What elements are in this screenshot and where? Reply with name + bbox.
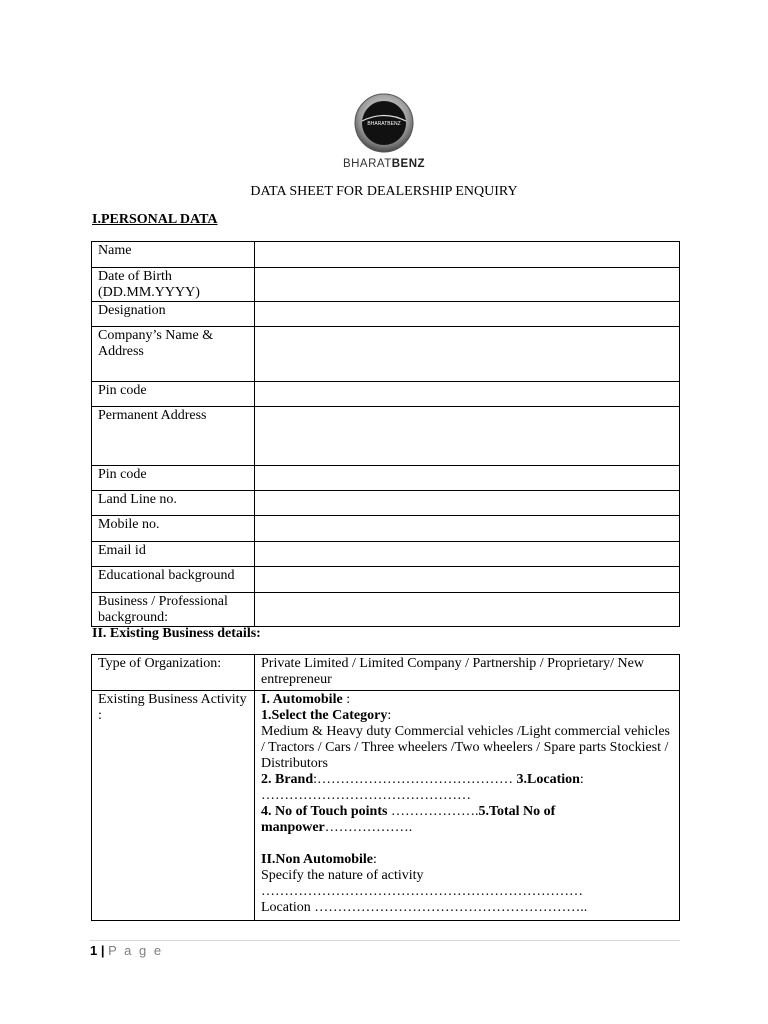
nature-fill[interactable]: ……………………………………………………………: [261, 884, 583, 899]
field-label-landline: Land Line no.: [92, 491, 255, 516]
location-fill[interactable]: ………………………………………: [261, 788, 471, 803]
page-number: 1: [90, 943, 98, 958]
business-details-heading: II. Existing Business details:: [92, 626, 261, 641]
category-options[interactable]: Medium & Heavy duty Commercial vehicles /Light commercial vehicles / Tractors / Cars / Three wheelers /Two wheelers / Spare parts Stockiest / Distributors: [261, 724, 670, 771]
field-label-name: Name: [92, 242, 255, 268]
field-value-pincode-2[interactable]: [255, 466, 680, 491]
field-label-designation: Designation: [92, 302, 255, 327]
business-details-table: [91, 654, 680, 921]
svg-text:BHARATBENZ: BHARATBENZ: [367, 121, 401, 127]
field-label-pincode: Pin code: [92, 382, 255, 407]
field-label-business-background: Business / Professional background:: [92, 593, 255, 627]
field-label-permanent-address: Permanent Address: [92, 407, 255, 466]
field-label-dob: Date of Birth (DD.MM.YYYY): [92, 268, 255, 302]
field-label-pincode-2: Pin code: [92, 466, 255, 491]
field-value-mobile[interactable]: [255, 516, 680, 542]
field-value-pincode[interactable]: [255, 382, 680, 407]
field-value-company[interactable]: [255, 327, 680, 382]
field-value-permanent-address[interactable]: [255, 407, 680, 466]
personal-data-heading: I.PERSONAL DATA: [92, 212, 218, 227]
org-type-label: Type of Organization:: [92, 655, 255, 691]
field-value-designation[interactable]: [255, 302, 680, 327]
field-label-email: Email id: [92, 542, 255, 567]
non-automobile-heading: II.Non Automobile: [261, 852, 374, 867]
bharatbenz-emblem-icon: [352, 92, 416, 154]
manpower-fill[interactable]: ……………….: [324, 820, 413, 835]
automobile-heading: I. Automobile: [261, 692, 343, 707]
field-value-name[interactable]: [255, 242, 680, 268]
manpower-label: 5.Total No of manpower: [261, 804, 556, 835]
personal-data-table: [91, 241, 680, 627]
bharatbenz-logo: [324, 92, 444, 176]
field-label-company: Company’s Name & Address: [92, 327, 255, 382]
org-type-value[interactable]: Private Limited / Limited Company / Partnership / Proprietary/ New entrepreneur: [255, 655, 680, 691]
document-title: DATA SHEET FOR DEALERSHIP ENQUIRY: [250, 184, 518, 199]
field-label-mobile: Mobile no.: [92, 516, 255, 542]
field-label-education: Educational background: [92, 567, 255, 593]
field-value-business-background[interactable]: [255, 593, 680, 627]
activity-value[interactable]: I. Automobile : 1.Select the Category: Medium & Heavy duty Commercial vehicles /Light commercial vehicles / Tractors / Cars / Three wheelers /Two wheelers / Spare parts Stockiest / Distributors 2. Brand:…………………………………… 3.Location: ……………………………………… 4. No of Touch points ……………….5.Total No of manpower………………. II.Non Automobile: Specify the nature of activity …………………………………………………………… Location …………………………………………………..: [255, 691, 680, 921]
touch-points-fill[interactable]: ……………….: [387, 804, 479, 819]
activity-label: Existing Business Activity :: [92, 691, 255, 921]
footer-divider: [90, 940, 680, 941]
page-footer: 1 | P a g e: [90, 943, 164, 958]
page-word: P a g e: [108, 943, 164, 958]
non-auto-location[interactable]: Location …………………………………………………..: [261, 900, 588, 915]
field-value-education[interactable]: [255, 567, 680, 593]
category-label: 1.Select the Category: [261, 708, 388, 723]
brand-label: 2. Brand: [261, 772, 314, 787]
field-value-dob[interactable]: [255, 268, 680, 302]
field-value-email[interactable]: [255, 542, 680, 567]
touch-points-label: 4. No of Touch points: [261, 804, 388, 819]
location-label: 3.Location: [516, 772, 580, 787]
brand-fill[interactable]: :……………………………………: [313, 772, 514, 787]
field-value-landline[interactable]: [255, 491, 680, 516]
nature-label: Specify the nature of activity: [261, 868, 424, 883]
logo-wordmark: BHARATBENZ: [342, 158, 426, 170]
